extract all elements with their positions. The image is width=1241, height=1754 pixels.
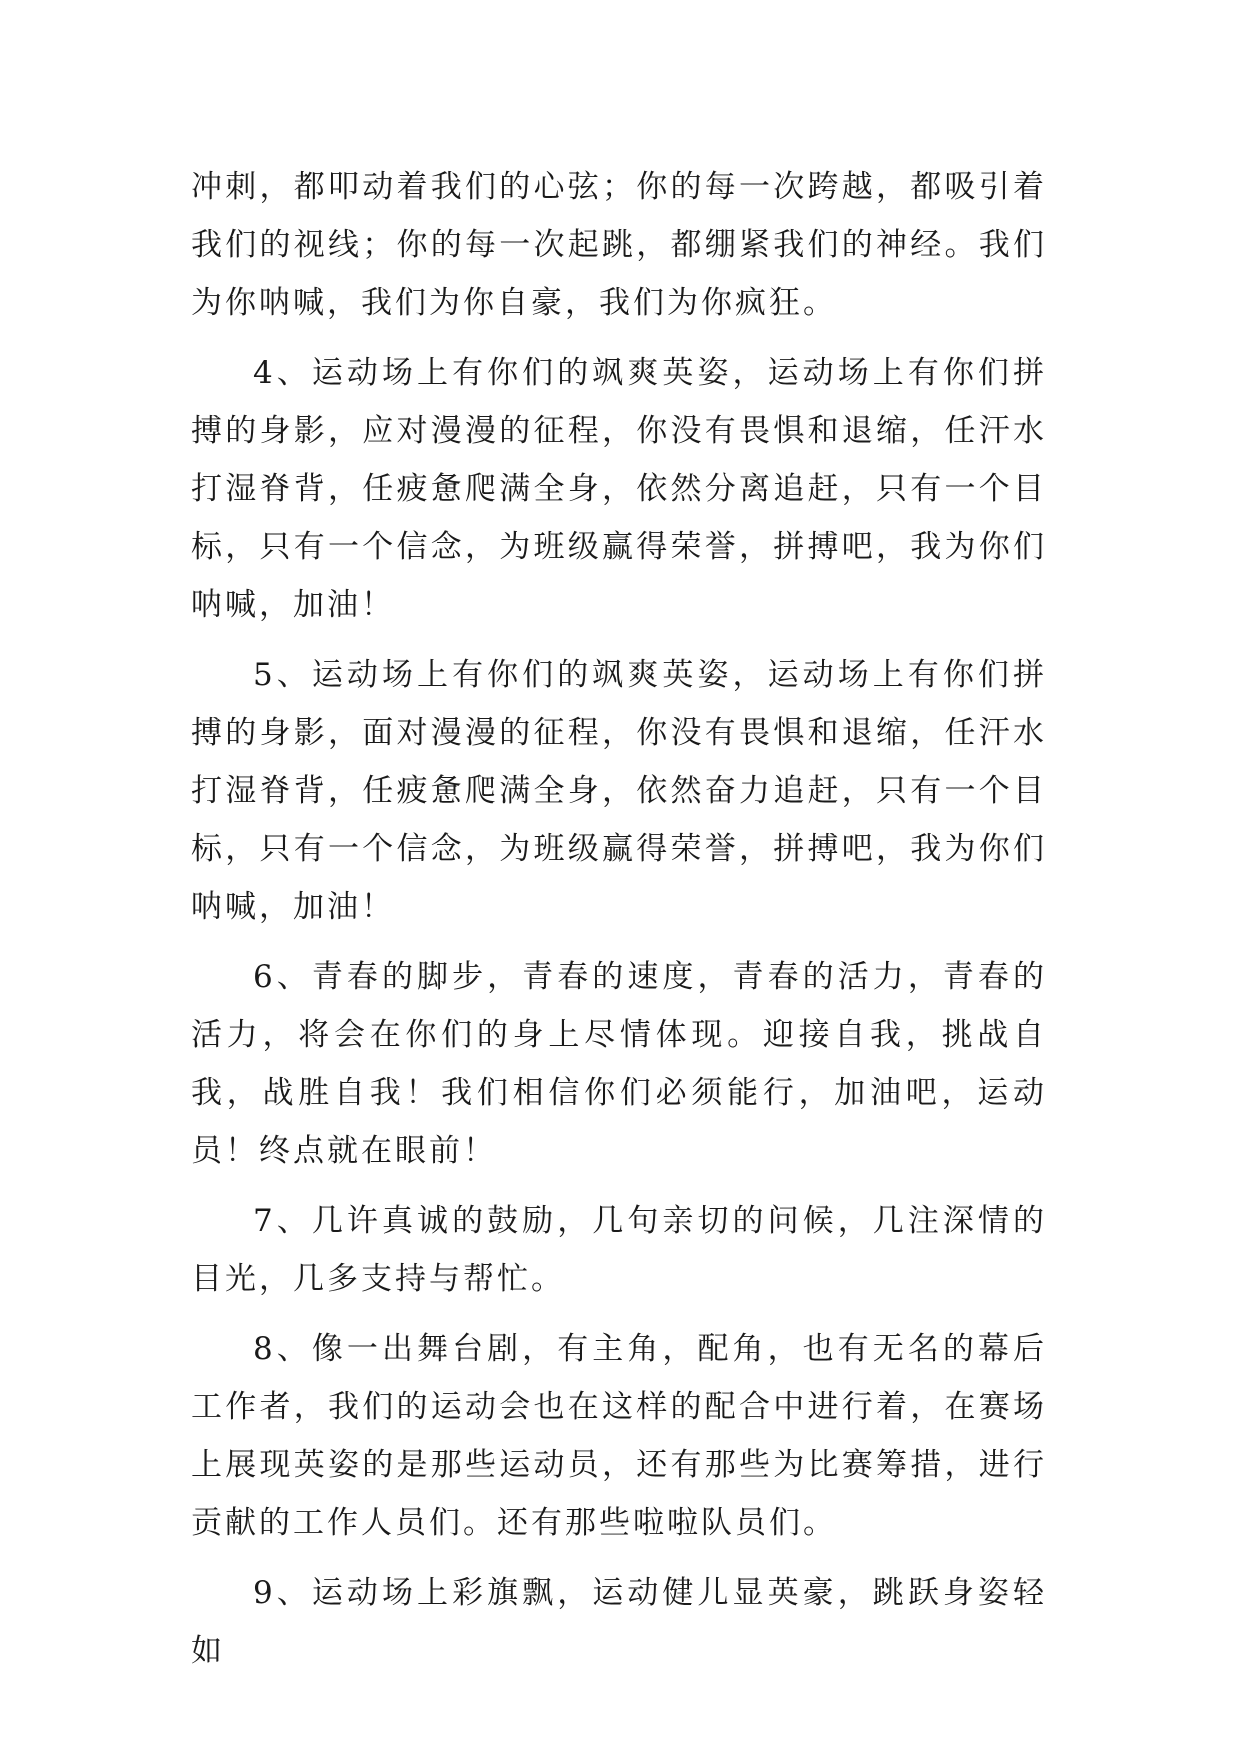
document-body [191, 158, 1047, 1680]
paragraph-item-8: 8、像一出舞台剧，有主角，配角，也有无名的幕后工作者，我们的运动会也在这样的配合中进行着，在赛场上展现英姿的是那些运动员，还有那些为比赛筹措，进行贡献的工作人员们。还有那些啦啦队员们。 [191, 1331, 1047, 1541]
paragraph-item-7: 7、几许真诚的鼓励，几句亲切的问候，几注深情的目光，几多支持与帮忙。 [191, 1203, 1047, 1297]
paragraph-continuation: 冲刺，都叩动着我们的心弦；你的每一次跨越，都吸引着我们的视线；你的每一次起跳，都绷紧我们的神经。我们为你呐喊，我们为你自豪，我们为你疯狂。 [191, 169, 1047, 321]
paragraph-item-6: 6、青春的脚步，青春的速度，青春的活力，青春的活力，将会在你们的身上尽情体现。迎接自我，挑战自我，战胜自我！我们相信你们必须能行，加油吧，运动员！终点就在眼前！ [191, 959, 1047, 1169]
paragraph-item-4: 4、运动场上有你们的飒爽英姿，运动场上有你们拼搏的身影，应对漫漫的征程，你没有畏惧和退缩，任汗水打湿脊背，任疲惫爬满全身，依然分离追赶，只有一个目标，只有一个信念，为班级赢得荣誉，拼搏吧，我为你们呐喊，加油！ [191, 355, 1047, 623]
paragraph-item-9: 9、运动场上彩旗飘，运动健儿显英豪，跳跃身姿轻如 [191, 1575, 1047, 1669]
paragraph-item-5: 5、运动场上有你们的飒爽英姿，运动场上有你们拼搏的身影，面对漫漫的征程，你没有畏惧和退缩，任汗水打湿脊背，任疲惫爬满全身，依然奋力追赶，只有一个目标，只有一个信念，为班级赢得荣誉，拼搏吧，我为你们呐喊，加油！ [191, 657, 1047, 925]
